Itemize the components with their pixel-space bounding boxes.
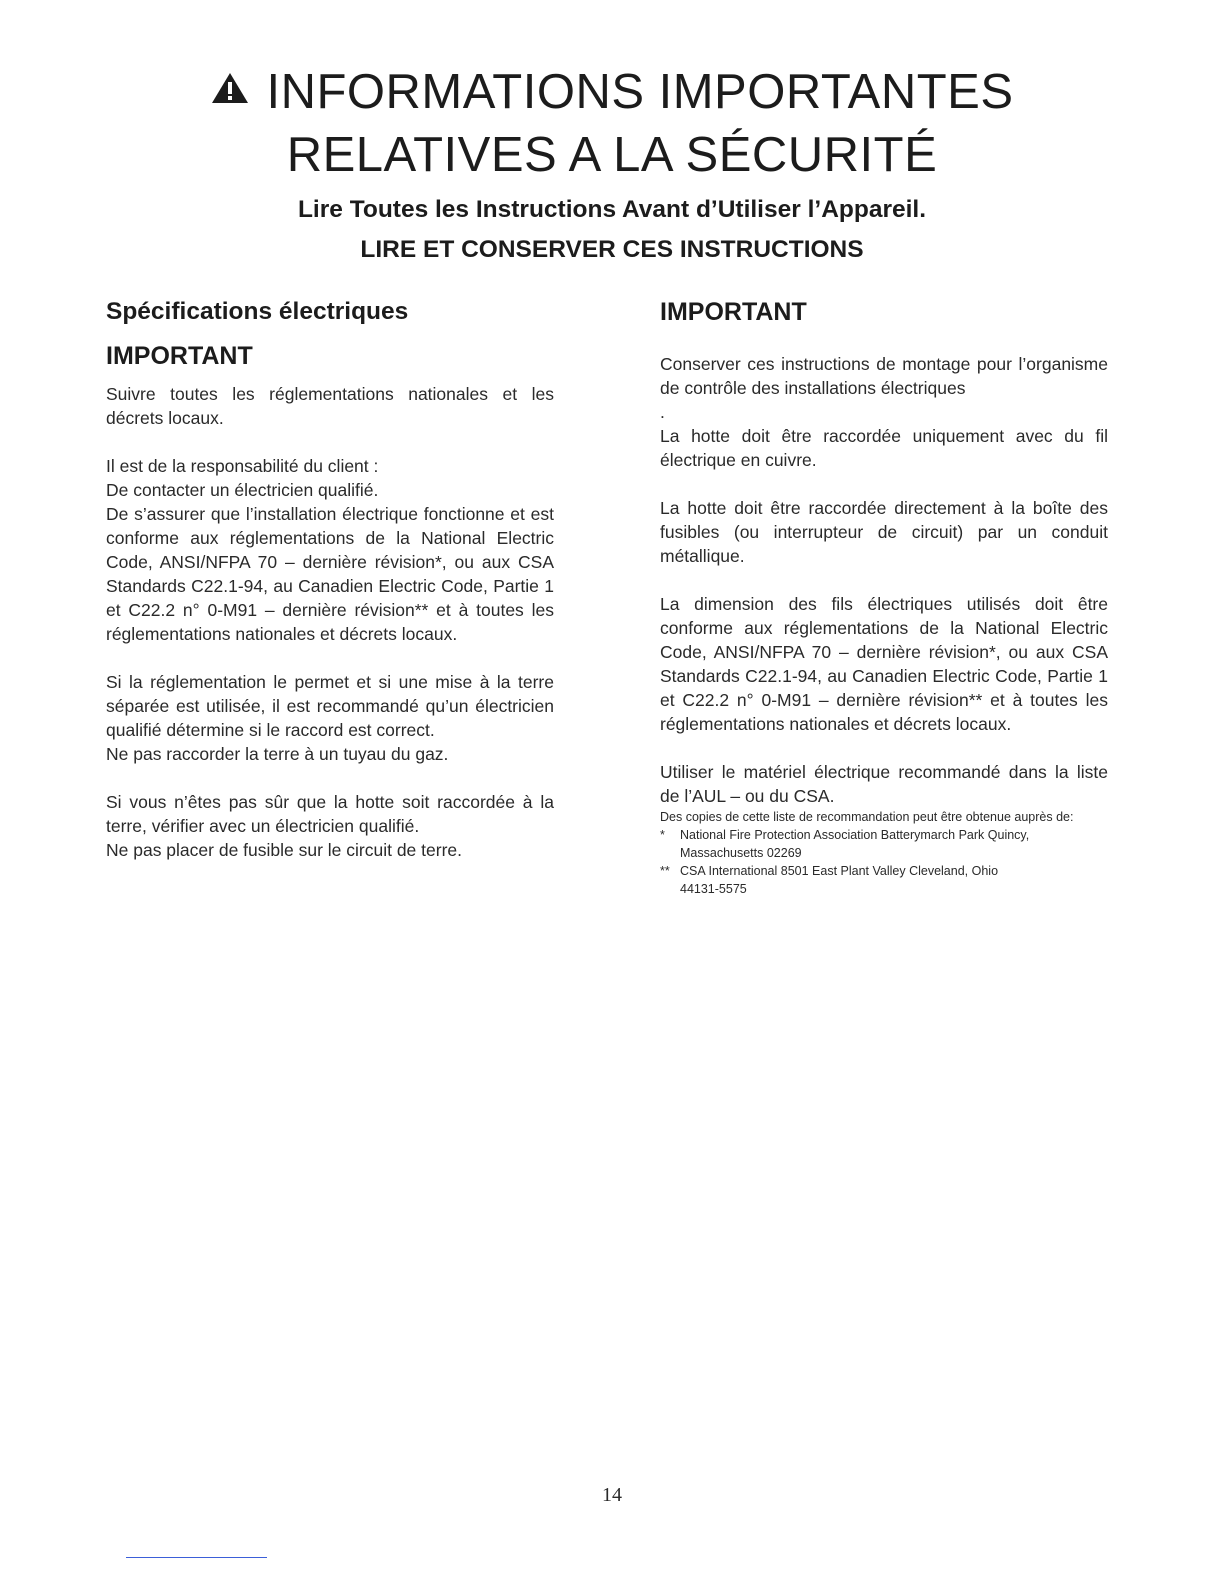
page-title-line2: RELATIVES A LA SÉCURITÉ [286, 128, 938, 183]
footnote-text: CSA International 8501 East Plant Valley Cleveland, Ohio [680, 864, 999, 878]
paragraph-ground-check: Si vous n’êtes pas sûr que la hotte soit raccordée à la terre, vérifier avec un électricien qualifié. [106, 792, 554, 836]
left-column [106, 296, 554, 862]
footnote-text: Massachusetts 02269 [680, 846, 802, 860]
copies-note: Des copies de cette liste de recommandation peut être obtenue auprès de: [660, 810, 1074, 824]
footnote-text: 44131-5575 [680, 882, 747, 896]
footnote-mark: * [660, 828, 665, 842]
page-subtitle-keep: LIRE ET CONSERVER CES INSTRUCTIONS [360, 236, 864, 264]
paragraph-compliance: De s’assurer que l’installation électrique fonctionne et est conforme aux réglementations de la National Electric Code, ANSI/NFPA 70 – dernière révision*, ou aux CSA Standards C22.1-94, au Canadien Electric Code, Partie 1 et C22.2 n° 0-M91 – dernière révision** et à toutes les réglementations nationales et décrets locaux. [106, 504, 554, 644]
right-column [660, 296, 1108, 898]
paragraph-no-fuse: Ne pas placer de fusible sur le circuit de terre. [106, 840, 462, 860]
paragraph-keep-instructions: Conserver ces instructions de montage pour l’organisme de contrôle des installations électriques [660, 354, 1108, 398]
paragraph-recommended-material: Utiliser le matériel électrique recommandé dans la liste de l’AUL – ou du CSA. [660, 762, 1108, 806]
paragraph-contact-electrician: De contacter un électricien qualifié. [106, 480, 379, 500]
electrical-specs-heading: Spécifications électriques [106, 298, 409, 325]
footnote-nfpa [660, 826, 1108, 862]
page-header [0, 62, 1224, 265]
title-text-line1: INFORMATIONS IMPORTANTES [266, 65, 1014, 119]
paragraph-copper-wire: La hotte doit être raccordée uniquement avec du fil électrique en cuivre. [660, 426, 1108, 470]
important-heading-left: IMPORTANT [106, 342, 253, 370]
page-subtitle: Lire Toutes les Instructions Avant d’Utiliser l’Appareil. [297, 196, 927, 224]
paragraph-regulations: Suivre toutes les réglementations nationales et les décrets locaux. [106, 384, 554, 428]
paragraph-responsibility: Il est de la responsabilité du client : [106, 456, 379, 476]
paragraph-metal-conduit: La hotte doit être raccordée directement à la boîte des fusibles (ou interrupteur de circuit) par un conduit métallique. [660, 498, 1108, 566]
page-title-line1 [0, 62, 1224, 125]
footnote-text: National Fire Protection Association Batterymarch Park Quincy, [680, 828, 1030, 842]
footer-rule [126, 1557, 267, 1558]
paragraph-wire-size: La dimension des fils électriques utilisés doit être conforme aux réglementations de la National Electric Code, ANSI/NFPA 70 – dernière révision*, ou aux CSA Standards C22.1-94, au Canadien Electric Code, Partie 1 et C22.2 n° 0-M91 – dernière révision** et à toutes les réglementations nationales et décrets locaux. [660, 594, 1108, 734]
warning-triangle-icon [210, 59, 250, 119]
important-heading-right: IMPORTANT [660, 298, 807, 326]
page-number: 14 [602, 1484, 622, 1506]
stray-period: . [660, 402, 665, 422]
footnote-mark: ** [660, 864, 670, 878]
footnote-csa [660, 862, 1108, 898]
paragraph-no-gas-pipe: Ne pas raccorder la terre à un tuyau du gaz. [106, 744, 449, 764]
paragraph-ground-separate: Si la réglementation le permet et si une mise à la terre séparée est utilisée, il est recommandé qu’un électricien qualifié détermine si le raccord est correct. [106, 672, 554, 740]
